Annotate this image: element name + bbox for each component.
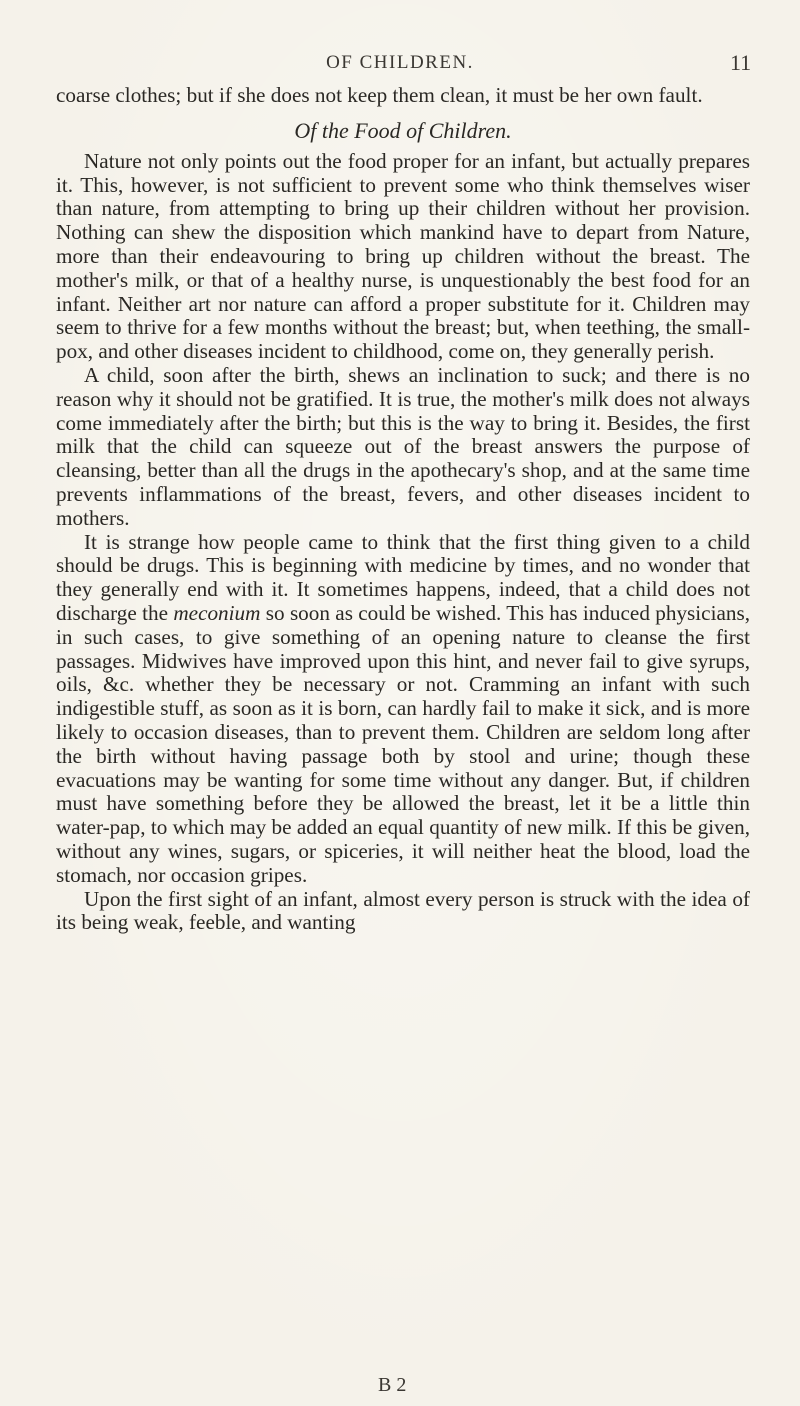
page-number: 11 (730, 50, 752, 75)
signature-mark: B 2 (378, 1374, 407, 1396)
paragraph-continuation: coarse clothes; but if she does not keep them clean, it must be her own fault. (56, 83, 703, 107)
paragraph-drugs (56, 531, 750, 888)
body-text (56, 84, 750, 935)
paragraph-child-suck: A child, soon after the birth, shews an inclination to suck; and there is no reason why it should not be gratified. It is true, the mother's milk does not always come immediately after the birth; but this is the way to bring it. Besides, the first milk that the child can squeeze out of the breast answers the purpose of cleansing, better than all the drugs in the apothecary's shop, and at the same time prevents inflammations of the breast, fevers, and other diseases incident to mothers. (56, 362, 750, 530)
section-heading: Of the Food of Children. (294, 117, 512, 143)
paragraph-drugs-text-a: It is strange how people came to think that the first thing given to a child should be drugs. This is beginning with medicine by times, and no wonder that they generally end with it. It sometimes happens, indeed, that a child does not discharge the (56, 529, 750, 625)
paragraph-first-sight: Upon the first sight of an infant, almost every person is struck with the idea of its being weak, feeble, and wanting (56, 886, 750, 935)
meconium-term: meconium (173, 600, 261, 625)
paragraph-nature: Nature not only points out the food proper for an infant, but actually prepares it. This, however, is not sufficient to prevent some who think themselves wiser than nature, from attempting to bring up their children without her provision. Nothing can shew the disposition which mankind have to depart from Nature, more than their endeavouring to bring up children without the breast. The mother's milk, or that of a healthy nurse, is unquestionably the best food for an infant. Neither art nor nature can afford a proper substitute for it. Children may seem to thrive for a few months without the breast; but, when teething, the small-pox, and other diseases incident to childhood, come on, they generally perish. (56, 148, 750, 364)
running-title: OF CHILDREN. (326, 52, 474, 73)
paragraph-drugs-text-b: so soon as could be wished. This has induced physicians, in such cases, to give something of an opening nature to cleanse the first passages. Midwives have improved upon this hint, and never fail to give syrups, oils, &c. whether they be necessary or not. Cramming an infant with such indigestible stuff, as soon as it is born, can hardly fail to make it sick, and is more likely to occasion diseases, than to prevent them. Children are seldom long after the birth without having passage both by stool and urine; though these evacuations may be wanting for some time without any danger. But, if children must have something before they be allowed the breast, let it be a little thin water-pap, to which may be added an equal quantity of new milk. If this be given, without any wines, sugars, or spiceries, it will neither heat the blood, load the stomach, nor occasion gripes. (56, 600, 751, 887)
